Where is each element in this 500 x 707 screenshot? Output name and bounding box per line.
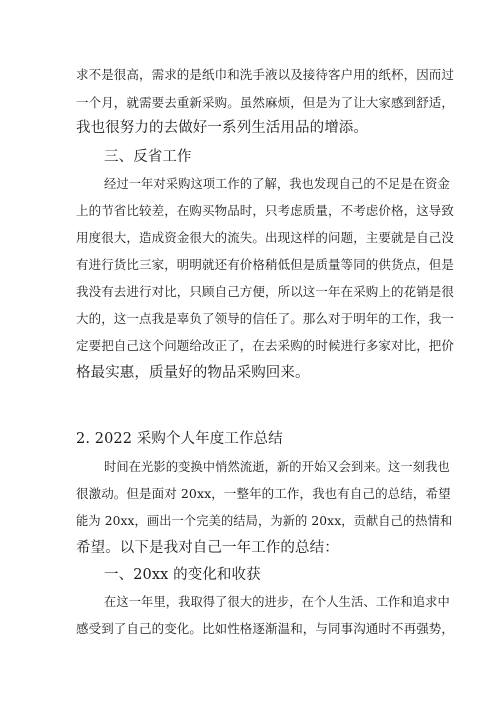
subsection-heading: 一、20xx 的变化和收获 bbox=[104, 567, 261, 583]
text-line: 上的节省比较差，在购买物品时，只考虑质量，不考虑价格，这导致 bbox=[76, 203, 455, 218]
text-line: 求不是很高，需求的是纸巾和洗手液以及接待客户用的纸杯，因而过 bbox=[76, 67, 455, 82]
text-line: 用度很大，造成资金很大的流失。出现这样的问题，主要就是自己没 bbox=[76, 230, 455, 245]
text-line: 经过一年对采购这项工作的了解，我也发现自己的不足是在资金 bbox=[104, 177, 450, 191]
text-line: 定要把自己这个问题给改正了，在去采购的时候进行多家对比，把价 bbox=[76, 338, 455, 353]
text-line: 我没有去进行对比，只顾自己方便，所以这一年在采购上的花销是很 bbox=[76, 284, 455, 299]
section-heading: 三、反省工作 bbox=[104, 149, 192, 165]
text-line: 感受到了自己的变化。比如性格逐渐温和，与同事沟通时不再强势， bbox=[76, 621, 455, 636]
text-line: 一个月，就需要去重新采购。虽然麻烦，但是为了让大家感到舒适， bbox=[76, 95, 455, 110]
text-line: 我也很努力的去做好一系列生活用品的增添。 bbox=[76, 120, 368, 136]
text-line: 格最实惠，质量好的物品采购回来。 bbox=[76, 365, 310, 381]
text-line: 大的，这一点我是辜负了领导的信任了。那么对于明年的工作，我一 bbox=[76, 311, 455, 326]
text-line: 很激动。但是面对 20xx，一整年的工作，我也有自己的总结，希望 bbox=[76, 486, 451, 501]
text-line: 希望。以下是我对自己一年工作的总结： bbox=[76, 540, 339, 556]
article-title: 2. 2022 采购个人年度工作总结 bbox=[76, 431, 283, 447]
text-line: 时间在光影的变换中悄然流逝，新的开始又会到来。这一刻我也 bbox=[104, 460, 450, 474]
text-line: 能为 20xx，画出一个完美的结局，为新的 20xx，贡献自己的热情和 bbox=[76, 514, 453, 528]
text-line: 有进行货比三家，明明就还有价格稍低但是质量等同的供货点，但是 bbox=[76, 257, 455, 272]
text-line: 在这一年里，我取得了很大的进步，在个人生活、工作和追求中 bbox=[104, 595, 450, 609]
